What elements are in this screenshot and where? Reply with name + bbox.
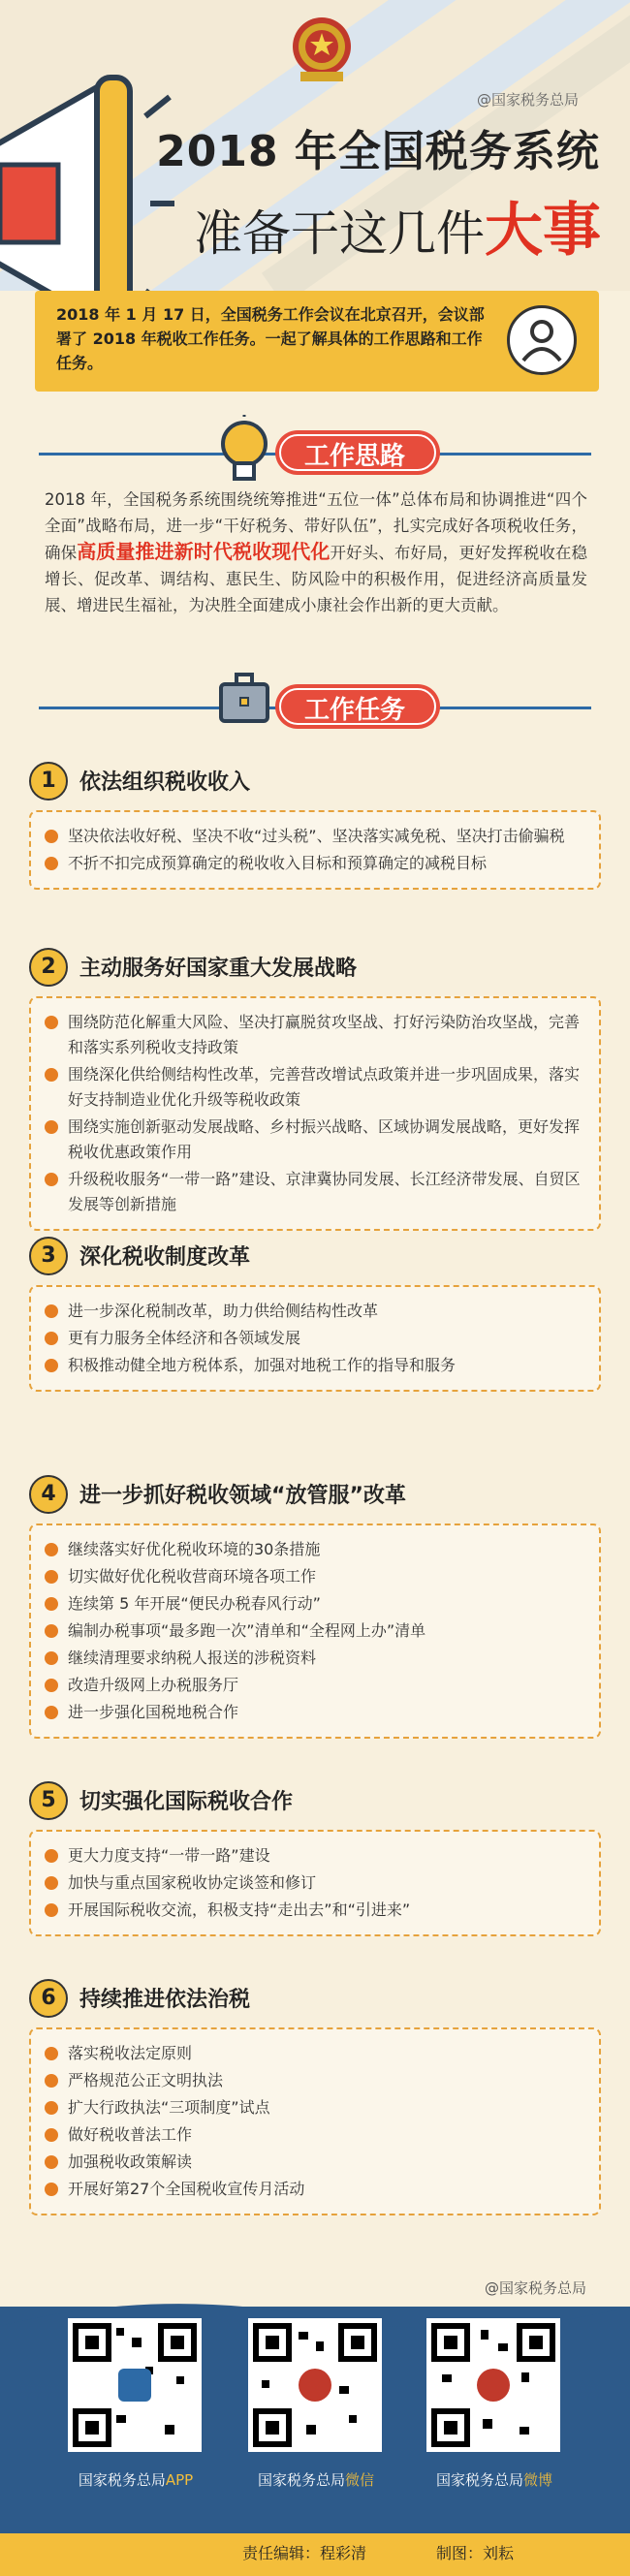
task-items <box>29 996 601 1231</box>
list-item: 更有力服务全体经济和各领域发展 <box>45 1326 585 1351</box>
para-highlight: 高质量推进新时代税收现代化 <box>77 540 331 563</box>
task-number-badge: 1 <box>29 762 68 801</box>
list-item: 落实税收法定原则 <box>45 2041 585 2066</box>
task-title <box>29 948 601 987</box>
section-tasks-label: 工作任务 <box>304 696 406 725</box>
para-after: 开好头、布好局，更好发挥税收在稳增长、促改革、调结构、惠民生、防风险中的积极作用，促进经济高质量发展、增进民生福祉，为决胜全面建成小康社会作出新的更大贡献。 <box>45 544 588 614</box>
list-item: 继续落实好优化税收环境的30条措施 <box>45 1537 585 1562</box>
title-line1: 2018 年全国税务系统 <box>156 127 600 176</box>
qr-label-wechat: 国家税务总局微信 <box>257 2471 375 2489</box>
thinking-paragraph <box>45 487 587 618</box>
task-title <box>29 1781 601 1820</box>
list-item: 更大力度支持“一带一路”建设 <box>45 1843 585 1869</box>
list-item: 严格规范公正文明执法 <box>45 2068 585 2093</box>
task-number-badge: 5 <box>29 1781 68 1820</box>
intro-text: 2018 年 1 月 17 日，全国税务工作会议在北京召开，会议部署了 2018 年税收工作任务。一起了解具体的工作思路和工作任务。 <box>56 305 485 372</box>
qr-code-wechat[interactable] <box>248 2318 382 2452</box>
task-name: 进一步抓好税收领域“放管服”改革 <box>79 1484 406 1508</box>
list-item: 加强税收政策解读 <box>45 2150 585 2175</box>
heading-pill <box>275 430 440 475</box>
list-item: 编制办税事项“最多跑一次”清单和“全程网上办”清单 <box>45 1618 585 1644</box>
credit-editor: 责任编辑：程彩清 <box>242 2544 367 2562</box>
task-number-badge: 3 <box>29 1237 68 1275</box>
task-items <box>29 1524 601 1739</box>
task-title <box>29 1979 601 2018</box>
list-item: 加快与重点国家税收协定谈签和修订 <box>45 1870 585 1896</box>
title-line2 <box>174 184 620 267</box>
list-item: 扩大行政执法“三项制度”试点 <box>45 2095 585 2120</box>
credit-maker: 制图：刘耘 <box>436 2544 515 2562</box>
qr-label-weibo: 国家税务总局微博 <box>435 2471 553 2489</box>
list-item: 连续第 5 年开展“便民办税春风行动” <box>45 1591 585 1617</box>
list-item: 围绕深化供给侧结构性改革，完善营改增试点政策并进一步巩固成果，落实好支持制造业优化升级等税收政策 <box>45 1062 585 1113</box>
section-tasks-heading <box>39 684 591 729</box>
heading-pill <box>275 684 440 729</box>
list-item: 进一步强化国税地税合作 <box>45 1700 585 1725</box>
section-thinking-heading <box>39 430 591 475</box>
tax-emblem-icon <box>287 14 357 87</box>
list-item: 围绕防范化解重大风险、坚决打赢脱贫攻坚战、打好污染防治攻坚战，完善和落实系列税收支持政策 <box>45 1010 585 1060</box>
footer-watermark: @国家税务总局 <box>485 2279 587 2297</box>
task-number-badge: 6 <box>29 1979 68 2018</box>
list-item: 升级税收服务“一带一路”建设、京津冀协同发展、长江经济带发展、自贸区发展等创新措施 <box>45 1167 585 1217</box>
title-line2-prefix: 准备干这几件 <box>194 205 485 262</box>
lightbulb-icon <box>215 415 273 492</box>
list-item: 继续清理要求纳税人报送的涉税资料 <box>45 1646 585 1671</box>
title-line2-big: 大事 <box>485 197 601 265</box>
task-name: 切实强化国际税收合作 <box>79 1790 294 1814</box>
task-items <box>29 1285 601 1392</box>
para-before: 2018 年，全国税务系统围绕统筹推进“五位一体”总体布局和协调推进“四个全面”战略布局，进一步“干好税务、带好队伍”，扎实完成好各项税收任务，确保 <box>45 490 587 562</box>
list-item: 进一步深化税制改革，助力供给侧结构性改革 <box>45 1299 585 1324</box>
qr-label-app: 国家税务总局APP <box>78 2471 194 2489</box>
list-item: 坚决依法收好税、坚决不收“过头税”、坚决落实减免税、坚决打击偷骗税 <box>45 824 585 849</box>
task-name: 主动服务好国家重大发展战略 <box>79 957 358 981</box>
qr-code-app[interactable] <box>68 2318 202 2452</box>
task-title <box>29 762 601 801</box>
list-item: 改造升级网上办税服务厅 <box>45 1673 585 1698</box>
list-item: 积极推动健全地方税体系，加强对地税工作的指导和服务 <box>45 1353 585 1378</box>
list-item: 切实做好优化税收营商环境各项工作 <box>45 1564 585 1589</box>
task-title <box>29 1237 601 1275</box>
list-item: 做好税收普法工作 <box>45 2122 585 2148</box>
briefcase-icon <box>215 669 273 727</box>
task-number-badge: 2 <box>29 948 68 987</box>
user-icon <box>507 305 577 375</box>
task-name: 深化税收制度改革 <box>79 1245 251 1270</box>
task-title <box>29 1475 601 1514</box>
qr-code-weibo[interactable] <box>426 2318 560 2452</box>
section-thinking-label: 工作思路 <box>304 442 406 471</box>
list-item: 开展国际税收交流，积极支持“走出去”和“引进来” <box>45 1898 585 1923</box>
list-item: 不折不扣完成预算确定的税收收入目标和预算确定的减税目标 <box>45 851 585 876</box>
task-items <box>29 1830 601 1936</box>
list-item: 开展好第27个全国税收宣传月活动 <box>45 2177 585 2202</box>
list-item: 围绕实施创新驱动发展战略、乡村振兴战略、区域协调发展战略，更好发挥税收优惠政策作用 <box>45 1115 585 1165</box>
task-name: 依法组织税收收入 <box>79 770 251 795</box>
task-name: 持续推进依法治税 <box>79 1988 251 2012</box>
task-items <box>29 810 601 890</box>
task-items <box>29 2027 601 2215</box>
task-number-badge: 4 <box>29 1475 68 1514</box>
header-watermark: @国家税务总局 <box>477 91 580 109</box>
